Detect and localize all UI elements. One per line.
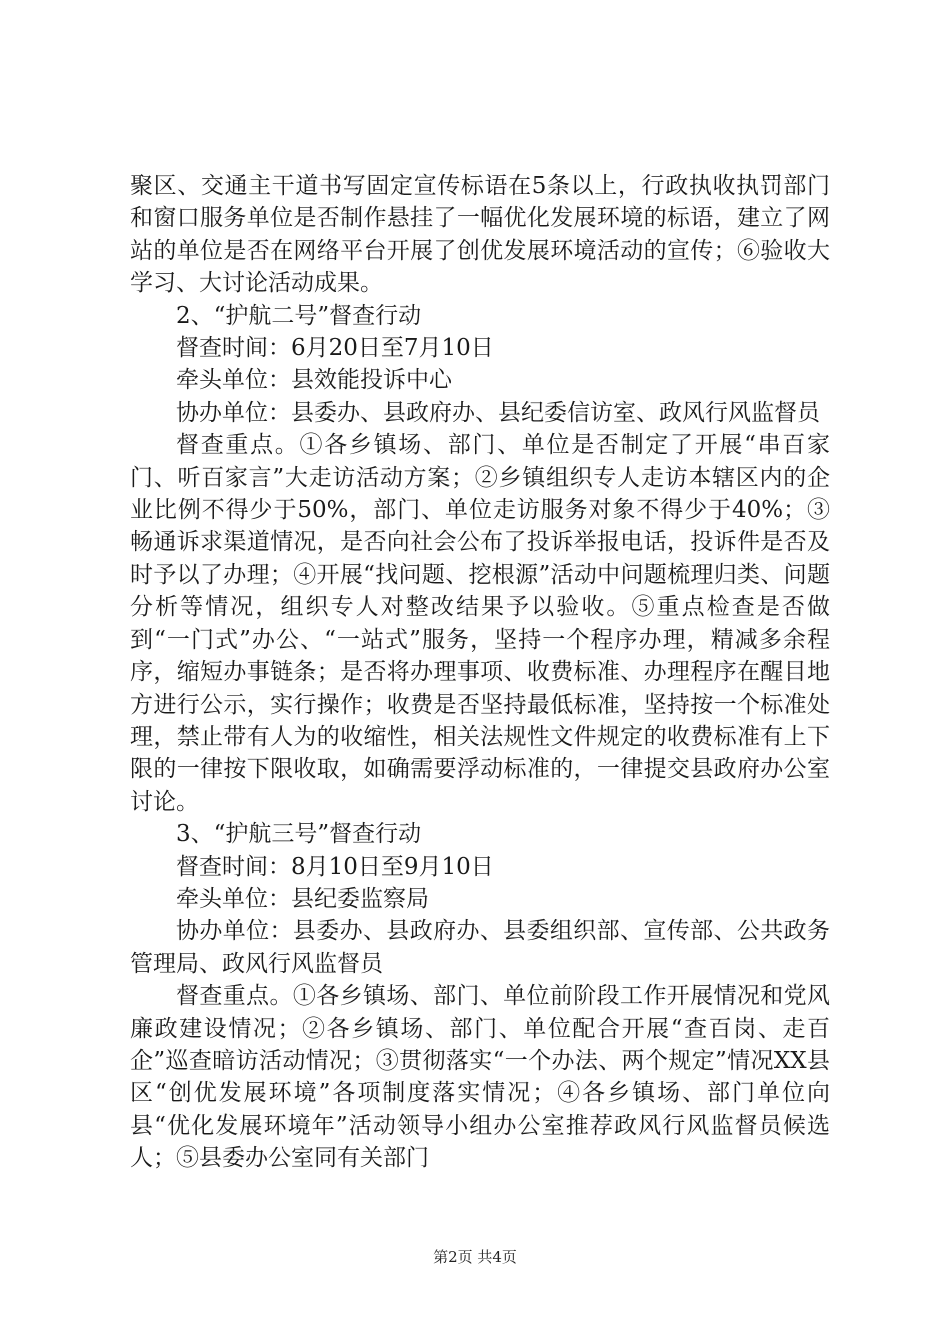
section-heading: 3、“护航三号”督查行动 xyxy=(176,821,422,848)
paragraph: 协办单位：县委办、县政府办、县委组织部、宣传部、公共政务管理局、政风行风监督员 xyxy=(130,918,830,977)
paragraph: 协办单位：县委办、县政府办、县纪委信访室、政风行风监督员 xyxy=(176,399,820,426)
paragraph: 牵头单位：县效能投诉中心 xyxy=(176,367,452,394)
document-body xyxy=(130,170,830,1175)
page-footer: 第2页 共4页 xyxy=(433,1248,517,1266)
section-heading: 2、“护航二号”督查行动 xyxy=(176,302,422,329)
paragraph: 聚区、交通主干道书写固定宣传标语在5条以上，行政执收执罚部门和窗口服务单位是否制作悬挂了一幅优化发展环境的标语，建立了网站的单位是否在网络平台开展了创优发展环境活动的宣传；⑥验收大学习、大讨论活动成果。 xyxy=(130,173,830,297)
paragraph: 牵头单位：县纪委监察局 xyxy=(176,885,429,912)
paragraph: 督查时间：6月20日至7月10日 xyxy=(176,335,494,362)
paragraph: 督查重点。①各乡镇场、部门、单位是否制定了开展“串百家门、听百家言”大走访活动方案；②乡镇组织专人走访本辖区内的企业比例不得少于50%，部门、单位走访服务对象不得少于40%；③畅通诉求渠道情况，是否向社会公布了投诉举报电话，投诉件是否及时予以了办理；④开展“找问题、挖根源”活动中问题梳理归类、问题分析等情况，组织专人对整改结果予以验收。⑤重点检查是否做到“一门式”办公、“一站式”服务，坚持一个程序办理，精减多余程序，缩短办事链条；是否将办理事项、收费标准、办理程序在醒目地方进行公示，实行操作；收费是否坚持最低标准，坚持按一个标准处理，禁止带有人为的收缩性，相关法规性文件规定的收费标准有上下限的一律按下限收取，如确需要浮动标准的，一律提交县政府办公室讨论。 xyxy=(130,432,830,815)
paragraph: 督查时间：8月10日至9月10日 xyxy=(176,853,494,880)
paragraph: 督查重点。①各乡镇场、部门、单位前阶段工作开展情况和党风廉政建设情况；②各乡镇场、部门、单位配合开展“查百岗、走百企”巡查暗访活动情况；③贯彻落实“一个办法、两个规定”情况XX县区“创优发展环境”各项制度落实情况；④各乡镇场、部门单位向县“优化发展环境年”活动领导小组办公室推荐政风行风监督员候选人；⑤县委办公室同有关部门 xyxy=(130,983,830,1172)
